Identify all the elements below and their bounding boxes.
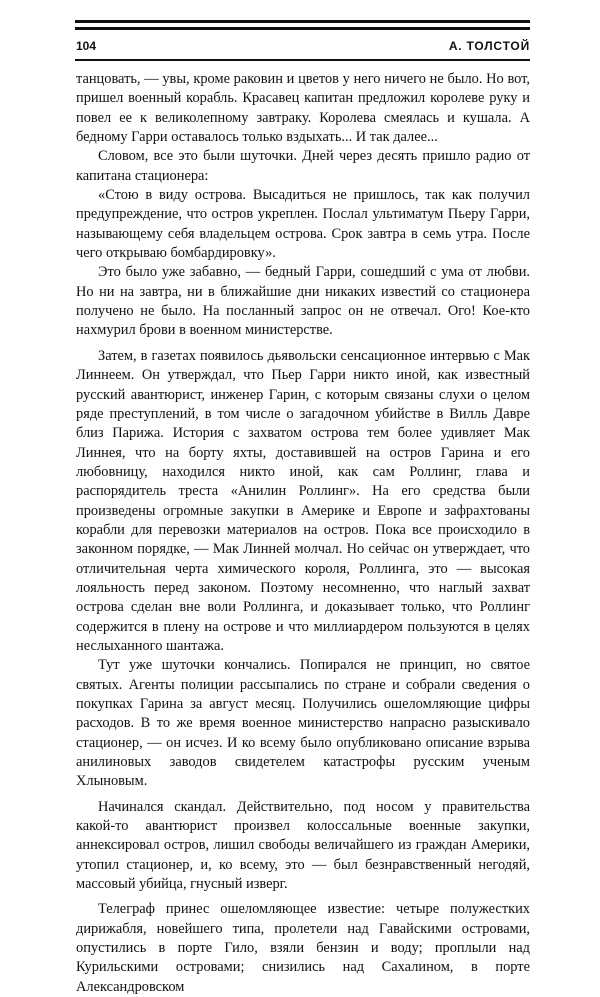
header-rule-under: [75, 59, 530, 61]
paragraph: Затем, в газетах появилось дьявольски сенсационное интервью с Мак Линнеем. Он утверждал, что Пьер Гарри никто иной, как известный русский авантюрист, инженер Гарин, с которым связаны слухи о целом ряде преступлений, в том числе о загадочном убийстве в Вилль Давре близ Парижа. История с захватом острова тем более удивляет Мак Линнея, что на борту яхты, доставившей на остров Гарина и его любовницу, находился никто иной, как сам Роллинг, глава и распорядитель треста «Анилин Роллинг». На его средства были произведены огромные закупки в Америке и Европе и зафрахтованы корабли для перевозки материалов на остров. Пока все происходило в законном порядке, — Мак Линней молчал. Но сейчас он утверждает, что отличительная черта химического короля, Роллинга, это — высокая лояльность перед законом. Поэтому несомненно, что наглый захват острова сделан вне воли Роллинга, и доказывает только, что Роллинг содержится в плену на острове и что миллиардером пользуются в целях неслыханного шантажа.: [76, 347, 530, 654]
paragraph: Начинался скандал. Действительно, под носом у правительства какой-то авантюрист произвел колоссальные военные закупки, аннексировал остров, лишил свободы величайшего из граждан Америки, утопил стационер, и, ко всему, это — был безнравственный негодяй, массовый убийца, гнусный изверг.: [76, 798, 530, 893]
paragraph: танцовать, — увы, кроме раковин и цветов у него ничего не было. Но вот, пришел военный корабль. Красавец капитан предложил королеве руку и повел ее к великолепному завтраку. Королева смеялась и кушала. А бедному Гарри оставалось только вздыхать... И так далее...: [76, 71, 530, 146]
paragraph: «Стою в виду острова. Высадиться не пришлось, так как получил предупреждение, что остров укреплен. Послал ультиматум Пьеру Гарри, называющему себя владельцем острова. Срок завтра в семь утра. После чего открываю бомбардировку».: [76, 187, 530, 262]
page-number: 104: [76, 39, 97, 53]
paragraph: Это было уже забавно, — бедный Гарри, сошедший с ума от любви. Но ни на завтра, ни в ближайшие дни никаких известий со стационера получено не было. На посланный запрос он не отвечал. Ого! Кое-кто нахмурил брови в военном министерстве.: [76, 264, 530, 339]
paragraph: Тут уже шуточки кончались. Попирался не принцип, но святое святых. Агенты полиции рассыпались по стране и собрали сведения о покупках Гарина за август месяц. Получились ошеломляющие цифры расходов. В то же время военное министерство напрасно разыскивало стационер, — он исчез. И ко всему было опубликовано описание взрыва анилиновых заводов свидетелем катастрофы русским ученым Хлыновым.: [76, 657, 530, 790]
running-head: А. ТОЛСТОЙ: [448, 39, 530, 53]
paragraph: Словом, все это были шуточки. Дней через десять пришло радио от капитана стационера:: [76, 148, 530, 184]
header-rule-second: [75, 27, 530, 30]
page-header: [76, 38, 530, 54]
header-rule-top: [75, 20, 530, 23]
page-text: [76, 70, 530, 997]
paragraph: Телеграф принес ошеломляющее известие: четыре полужестких дирижабля, новейшего типа, пролетели над Гавайскими островами, опустились в порте Гило, взяли бензин и воду; проплыли над Курильскими островами; снизились над Сахалином, в порте Александровском: [76, 901, 530, 995]
